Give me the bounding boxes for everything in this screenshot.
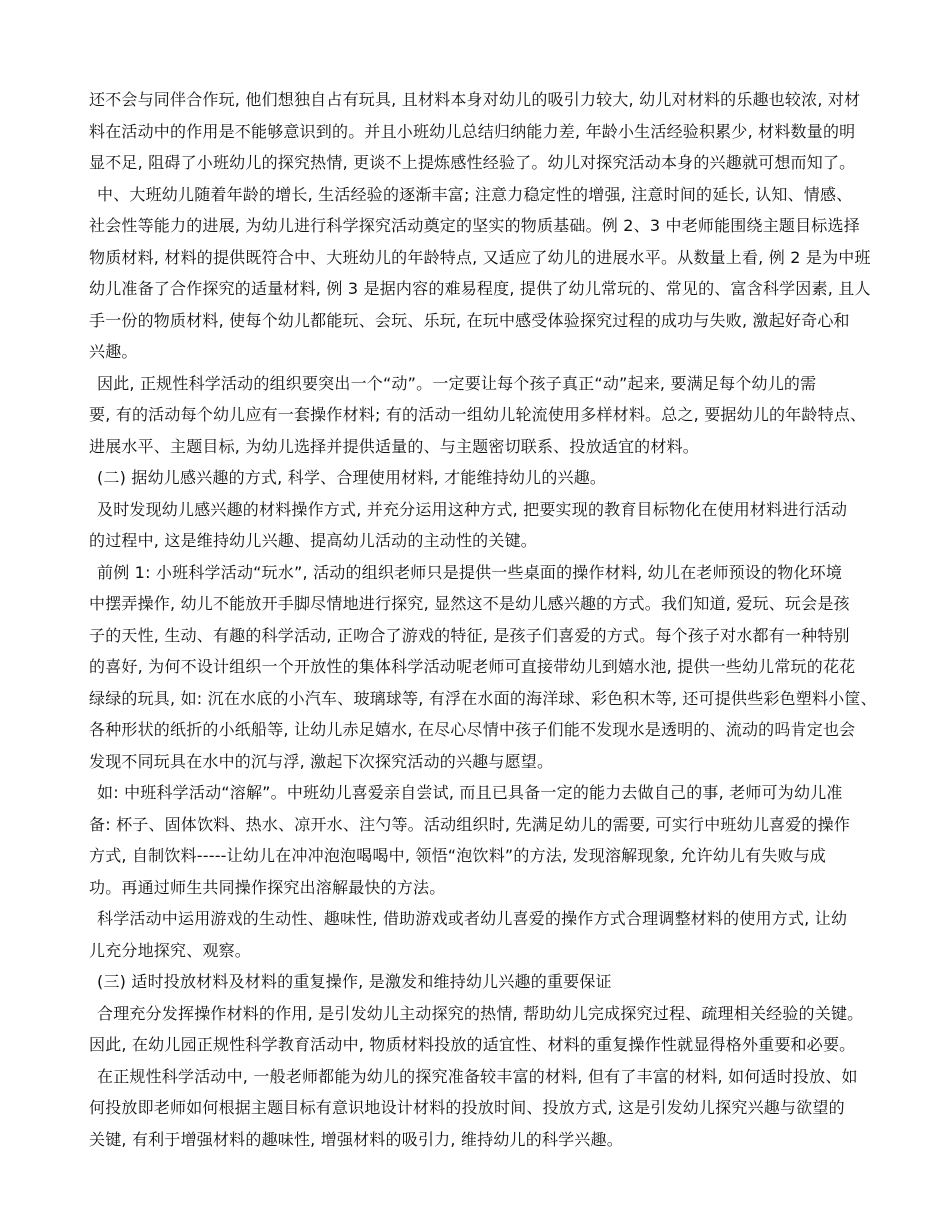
text-line: 中、大班幼儿随着年龄的增长, 生活经验的逐渐丰富; 注意力稳定性的增强, 注意时间的延长, 认知、情感、: [97, 184, 853, 204]
text-line: 社会性等能力的进展, 为幼儿进行科学探究活动奠定的坚实的物质基础。例 2、3 中老师能围绕主题目标选择: [89, 216, 860, 235]
text-line: 还不会与同伴合作玩, 他们想独自占有玩具, 且材料本身对幼儿的吸引力较大, 幼儿对材料的乐趣也较浓, 对材: [89, 90, 861, 109]
text-line: 功。再通过师生共同操作探究出溶解最快的方法。: [89, 877, 446, 897]
text-line: 及时发现幼儿感兴趣的材料操作方式, 并充分运用这种方式, 把要实现的教育目标物化在使用材料进行活动: [97, 499, 848, 519]
text-line: 显不足, 阻碍了小班幼儿的探究热情, 更谈不上提炼感性经验了。幼儿对探究活动本身的兴趣就可想而知了。: [89, 153, 856, 172]
text-line: 关键, 有利于增强材料的趣味性, 增强材料的吸引力, 维持幼儿的科学兴趣。: [89, 1129, 623, 1149]
text-line: 子的天性, 生动、有趣的科学活动, 正吻合了游戏的特征, 是孩子们喜爱的方式。每个孩子对水都有一种特别: [89, 625, 850, 645]
text-line: 兴趣。: [89, 342, 138, 361]
text-line: 前例 1: 小班科学活动“玩水”, 活动的组织老师只是提供一些桌面的操作材料, 幼儿在老师预设的物化环境: [97, 562, 843, 582]
text-line: (二) 据幼儿感兴趣的方式, 科学、合理使用材料, 才能维持幼儿的兴趣。: [97, 468, 607, 487]
text-line: 的过程中, 这是维持幼儿兴趣、提高幼儿活动的主动性的关键。: [89, 531, 537, 550]
text-line: 物质材料, 材料的提供既符合中、大班幼儿的年龄特点, 又适应了幼儿的进展水平。从数量上看, 例 2 是为中班: [89, 247, 871, 267]
text-line: 手一份的物质材料, 使每个幼儿都能玩、会玩、乐玩, 在玩中感受体验探究过程的成功与失败, 激起好奇心和: [89, 310, 850, 330]
text-line: 要, 有的活动每个幼儿应有一套操作材料; 有的活动一组幼儿轮流使用多样材料。总之, 要据幼儿的年龄特点、: [89, 405, 867, 424]
text-line: 因此, 正规性科学活动的组织要突出一个“动”。一定要让每个孩子真正“动”起来, 要满足每个幼儿的需: [97, 373, 817, 393]
text-line: 发现不同玩具在水中的沉与浮, 激起下次探究活动的兴趣与愿望。: [89, 751, 554, 771]
text-line: 方式, 自制饮料-----让幼儿在冲冲泡泡喝喝中, 领悟“泡饮料”的方法, 发现溶解现象, 允许幼儿有失败与成: [89, 846, 827, 865]
document-page: [89, 84, 879, 1155]
text-line: 如: 中班科学活动“溶解”。中班幼儿喜爱亲自尝试, 而且已具备一定的能力去做自己的事, 老师可为幼儿准: [97, 783, 843, 802]
text-line: 在正规性科学活动中, 一般老师都能为幼儿的探究准备较丰富的材料, 但有了丰富的材料, 如何适时投放、如: [97, 1066, 858, 1086]
text-line: 何投放即老师如何根据主题目标有意识地设计材料的投放时间、投放方式, 这是引发幼儿探究兴趣与欲望的: [89, 1098, 845, 1117]
text-line: 绿绿的玩具, 如: 沉在水底的小汽车、玻璃球等, 有浮在水面的海洋球、彩色积木等, 还可提供些彩色塑料小筐、: [89, 688, 877, 708]
text-line: 中摆弄操作, 幼儿不能放开手脚尽情地进行探究, 显然这不是幼儿感兴趣的方式。我们知道, 爱玩、玩会是孩: [89, 594, 850, 613]
text-line: 备: 杯子、固体饮料、热水、凉开水、注勺等。活动组织时, 先满足幼儿的需要, 可实行中班幼儿喜爱的操作: [89, 814, 851, 834]
text-line: 儿充分地探究、观察。: [89, 940, 252, 960]
text-line: 料在活动中的作用是不能够意识到的。并且小班幼儿总结归纳能力差, 年龄小生活经验积累少, 材料数量的明: [89, 121, 856, 141]
text-line: 幼儿准备了合作探究的适量材料, 例 3 是据内容的难易程度, 提供了幼儿常玩的、常见的、富含科学因素, 且人: [89, 279, 871, 298]
text-line: 合理充分发挥操作材料的作用, 是引发幼儿主动探究的热情, 帮助幼儿完成探究过程、疏理相关经验的关键。: [97, 1003, 864, 1023]
text-line: 科学活动中运用游戏的生动性、趣味性, 借助游戏或者幼儿喜爱的操作方式合理调整材料的使用方式, 让幼: [97, 909, 848, 928]
text-line: 的喜好, 为何不设计组织一个开放性的集体科学活动呢老师可直接带幼儿到嬉水池, 提供一些幼儿常玩的花花: [89, 657, 856, 676]
text-line: 各种形状的纸折的小纸船等, 让幼儿赤足嬉水, 在尽心尽情中孩子们能不发现水是透明的、流动的吗肯定也会: [89, 720, 856, 739]
text-line: 因此, 在幼儿园正规性科学教育活动中, 物质材料投放的适宜性、材料的重复操作性就显得格外重要和必要。: [89, 1035, 856, 1054]
text-line: (三) 适时投放材料及材料的重复操作, 是激发和维持幼儿兴趣的重要保证: [97, 972, 612, 991]
text-line: 进展水平、主题目标, 为幼儿选择并提供适量的、与主题密切联系、投放适宜的材料。: [89, 436, 699, 456]
